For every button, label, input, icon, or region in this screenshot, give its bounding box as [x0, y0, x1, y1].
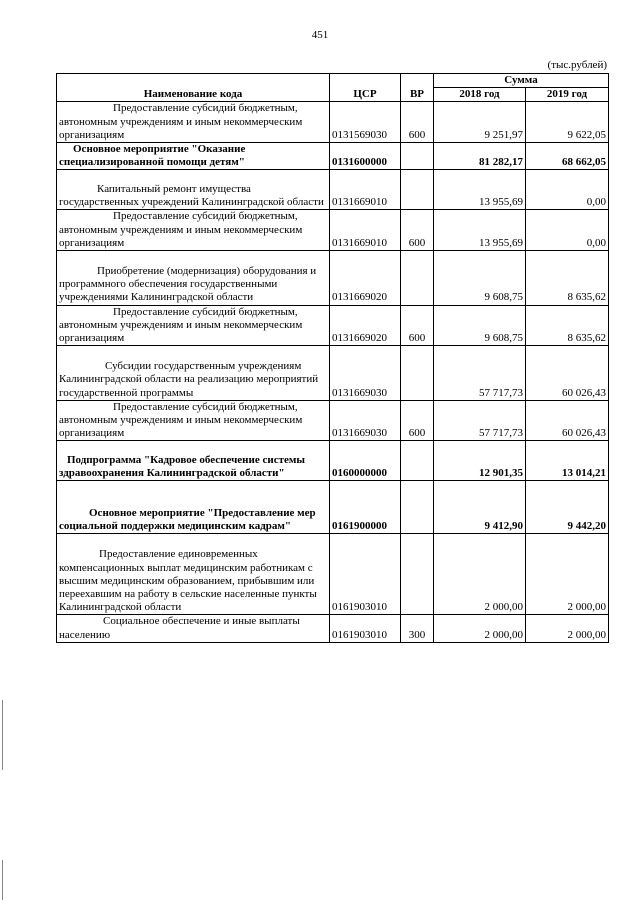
row-vr-code — [401, 143, 434, 170]
row-vr-code — [401, 346, 434, 401]
table-body — [57, 102, 609, 642]
row-amount-2018: 9 251,97 — [434, 102, 526, 143]
table-row — [57, 481, 609, 534]
row-amount-2018: 9 608,75 — [434, 305, 526, 346]
header-sum: Сумма — [434, 74, 609, 88]
row-amount-2019: 9 442,20 — [526, 481, 609, 534]
row-amount-2019: 0,00 — [526, 210, 609, 251]
row-vr-code: 600 — [401, 305, 434, 346]
row-csr-code: 0161903010 — [330, 615, 401, 642]
row-name: Предоставление субсидий бюджетным, автономным учреждениям и иным некоммерческим организациям — [57, 102, 330, 143]
table-row — [57, 441, 609, 481]
row-amount-2018: 2 000,00 — [434, 615, 526, 642]
row-amount-2019: 60 026,43 — [526, 400, 609, 441]
row-name: Социальное обеспечение и иные выплаты населению — [57, 615, 330, 642]
row-csr-code: 0131669030 — [330, 400, 401, 441]
row-vr-code: 300 — [401, 615, 434, 642]
row-amount-2019: 2 000,00 — [526, 615, 609, 642]
row-amount-2018: 57 717,73 — [434, 346, 526, 401]
row-vr-code — [401, 251, 434, 306]
row-csr-code: 0161903010 — [330, 534, 401, 615]
table-row — [57, 251, 609, 306]
row-csr-code: 0161900000 — [330, 481, 401, 534]
row-amount-2019: 68 662,05 — [526, 143, 609, 170]
page-number: 451 — [311, 29, 329, 41]
row-amount-2018: 9 412,90 — [434, 481, 526, 534]
unit-note: (тыс.рублей) — [547, 59, 607, 71]
scan-margin-mark — [2, 860, 3, 900]
table-row — [57, 102, 609, 143]
header-year-2018: 2018 год — [434, 88, 526, 102]
row-name: Предоставление единовременных компенсационных выплат медицинским работникам с высшим медицинским образованием, прибывшим или переехавшим на работу в сельские населенные пункты Калининградской области — [57, 534, 330, 615]
row-amount-2019: 60 026,43 — [526, 346, 609, 401]
row-amount-2019: 8 635,62 — [526, 305, 609, 346]
row-amount-2018: 2 000,00 — [434, 534, 526, 615]
header-year-2019: 2019 год — [526, 88, 609, 102]
row-csr-code: 0131600000 — [330, 143, 401, 170]
row-csr-code: 0131569030 — [330, 102, 401, 143]
row-vr-code: 600 — [401, 210, 434, 251]
row-amount-2018: 13 955,69 — [434, 170, 526, 210]
row-amount-2019: 13 014,21 — [526, 441, 609, 481]
row-vr-code — [401, 441, 434, 481]
table-row — [57, 615, 609, 642]
row-name: Предоставление субсидий бюджетным, автономным учреждениям и иным некоммерческим организациям — [57, 210, 330, 251]
row-amount-2019: 2 000,00 — [526, 534, 609, 615]
row-name: Субсидии государственным учреждениям Калининградской области на реализацию мероприятий государственной программы — [57, 346, 330, 401]
row-vr-code: 600 — [401, 400, 434, 441]
row-name: Предоставление субсидий бюджетным, автономным учреждениям и иным некоммерческим организациям — [57, 400, 330, 441]
row-name: Основное мероприятие "Предоставление мер социальной поддержки медицинским кадрам" — [57, 481, 330, 534]
row-amount-2018: 57 717,73 — [434, 400, 526, 441]
header-csr: ЦСР — [330, 74, 401, 102]
table-row — [57, 346, 609, 401]
header-name: Наименование кода — [57, 74, 330, 102]
header-vr: ВР — [401, 74, 434, 102]
table-row — [57, 210, 609, 251]
row-csr-code: 0131669020 — [330, 305, 401, 346]
row-amount-2018: 12 901,35 — [434, 441, 526, 481]
table-row — [57, 400, 609, 441]
row-vr-code — [401, 481, 434, 534]
row-amount-2019: 9 622,05 — [526, 102, 609, 143]
row-csr-code: 0131669020 — [330, 251, 401, 306]
table-row — [57, 143, 609, 170]
row-amount-2018: 81 282,17 — [434, 143, 526, 170]
row-amount-2019: 8 635,62 — [526, 251, 609, 306]
row-csr-code: 0131669010 — [330, 210, 401, 251]
row-name: Капитальный ремонт имущества государственных учреждений Калининградской области — [57, 170, 330, 210]
budget-table — [56, 73, 609, 643]
row-amount-2018: 13 955,69 — [434, 210, 526, 251]
table-row — [57, 170, 609, 210]
row-vr-code — [401, 170, 434, 210]
row-name: Подпрограмма "Кадровое обеспечение системы здравоохранения Калининградской области" — [57, 441, 330, 481]
row-csr-code: 0131669010 — [330, 170, 401, 210]
row-name: Основное мероприятие "Оказание специализированной помощи детям" — [57, 143, 330, 170]
row-amount-2018: 9 608,75 — [434, 251, 526, 306]
row-vr-code — [401, 534, 434, 615]
row-name: Предоставление субсидий бюджетным, автономным учреждениям и иным некоммерческим организациям — [57, 305, 330, 346]
row-csr-code: 0160000000 — [330, 441, 401, 481]
row-vr-code: 600 — [401, 102, 434, 143]
row-csr-code: 0131669030 — [330, 346, 401, 401]
row-amount-2019: 0,00 — [526, 170, 609, 210]
table-row — [57, 534, 609, 615]
scan-margin-mark — [2, 700, 3, 770]
row-name: Приобретение (модернизация) оборудования и программного обеспечения государственными учреждениями Калининградской области — [57, 251, 330, 306]
table-row — [57, 305, 609, 346]
